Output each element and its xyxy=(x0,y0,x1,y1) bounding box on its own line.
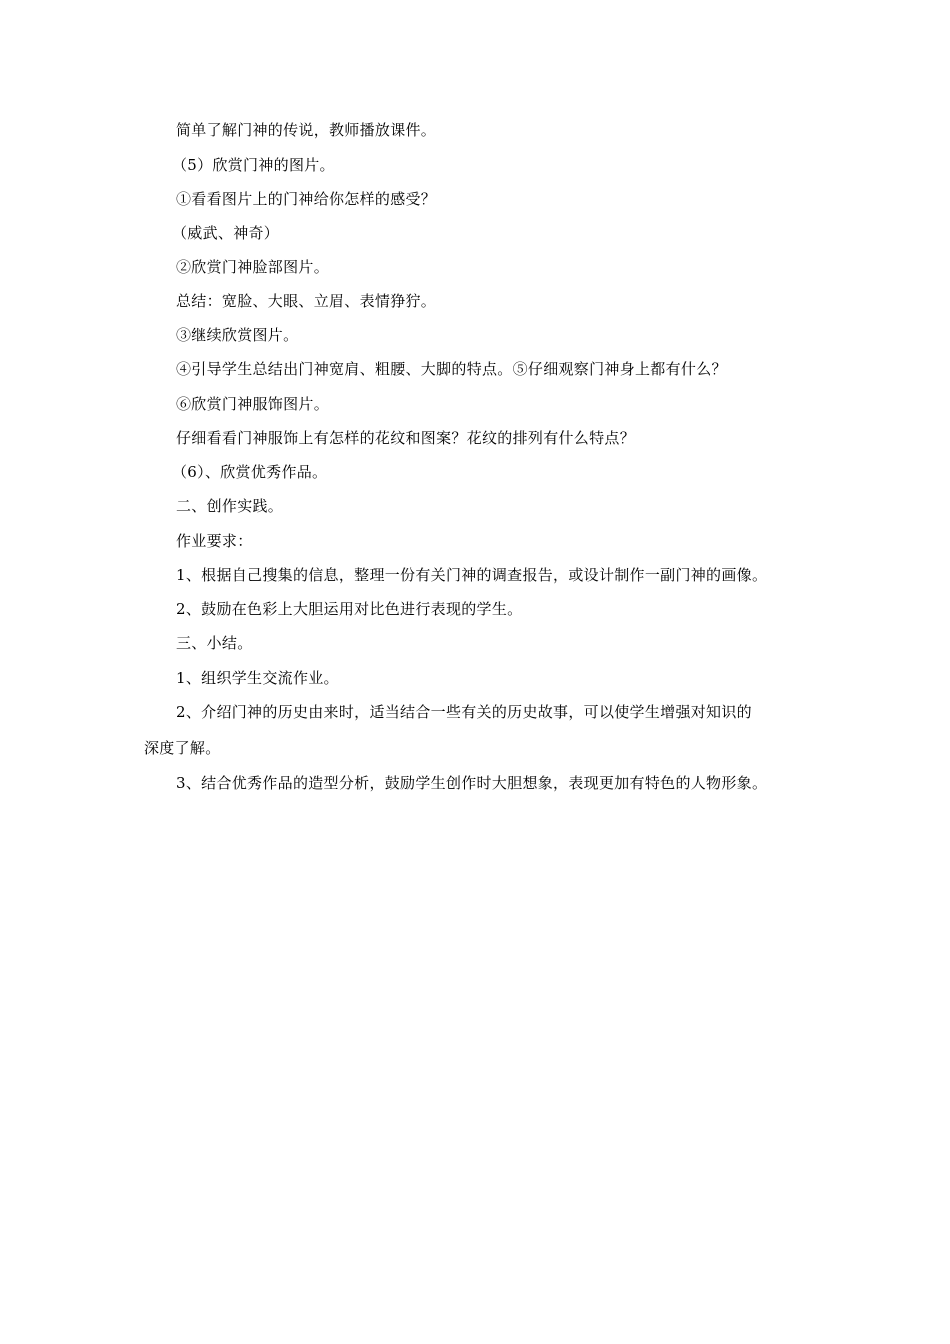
text-line: ⑥欣赏门神服饰图片。 xyxy=(176,395,330,413)
text-line: 2、鼓励在色彩上大胆运用对比色进行表现的学生。 xyxy=(176,600,523,618)
text-line: 深度了解。 xyxy=(144,739,221,757)
text-line: 1、根据自己搜集的信息，整理一份有关门神的调查报告，或设计制作一副门神的画像。 xyxy=(176,566,768,584)
text-line: 二、创作实践。 xyxy=(176,497,284,515)
text-line: 总结：宽脸、大眼、立眉、表情狰狞。 xyxy=(176,292,437,310)
text-line: 作业要求： xyxy=(176,532,253,550)
text-line: ③继续欣赏图片。 xyxy=(176,326,299,344)
text-line: 3、结合优秀作品的造型分析，鼓励学生创作时大胆想象，表现更加有特色的人物形象。 xyxy=(176,774,768,792)
text-line: 简单了解门神的传说，教师播放课件。 xyxy=(176,121,437,139)
text-line: （6）、欣赏优秀作品。 xyxy=(172,463,328,481)
text-line: （威武、神奇） xyxy=(172,224,280,242)
text-line: ②欣赏门神脸部图片。 xyxy=(176,258,330,276)
text-line: ①看看图片上的门神给你怎样的感受？ xyxy=(176,190,437,208)
text-line: （5）欣赏门神的图片。 xyxy=(172,156,335,174)
text-line: 三、小结。 xyxy=(176,634,253,652)
text-line: 2、介绍门神的历史由来时，适当结合一些有关的历史故事，可以使学生增强对知识的 xyxy=(176,703,752,721)
text-line: 仔细看看门神服饰上有怎样的花纹和图案？花纹的排列有什么特点？ xyxy=(176,429,636,447)
text-line: ④引导学生总结出门神宽肩、粗腰、大脚的特点。⑤仔细观察门神身上都有什么？ xyxy=(176,360,727,378)
text-line: 1、组织学生交流作业。 xyxy=(176,669,339,687)
